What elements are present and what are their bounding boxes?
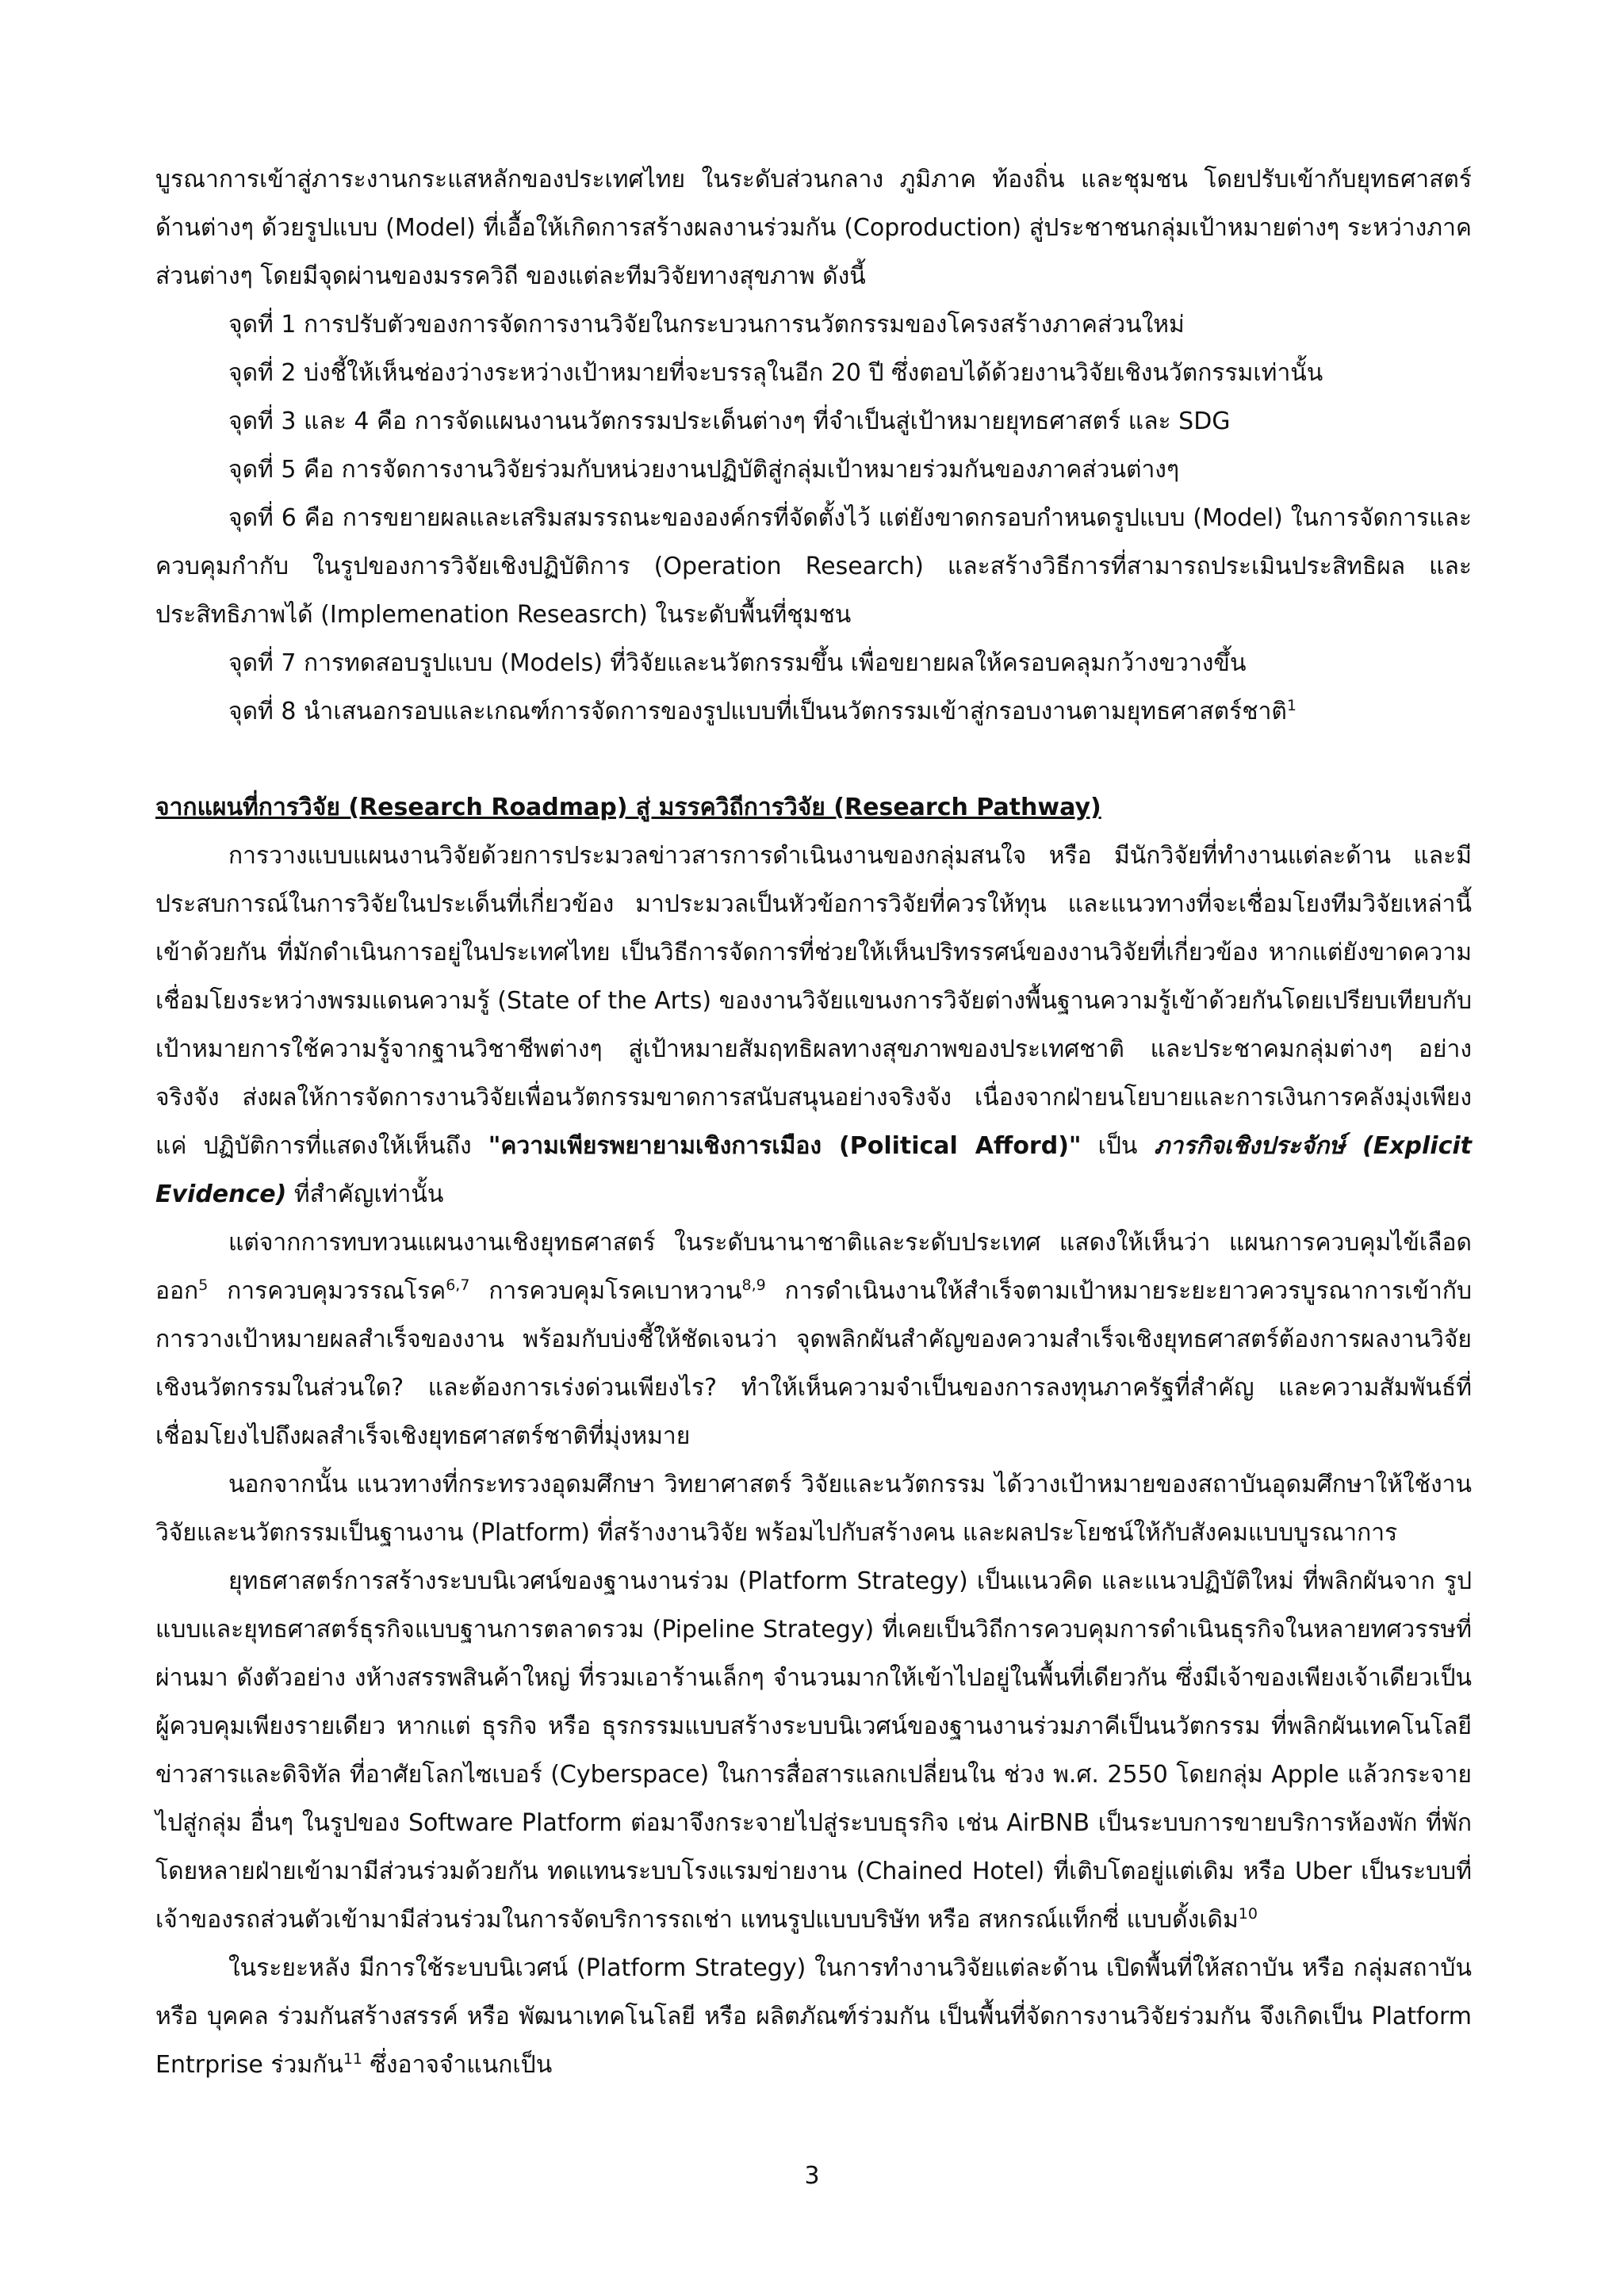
paragraph-strategy-review	[155, 1219, 1472, 1460]
paragraph-end: ซึ่งอาจจำแนกเป็น	[362, 2051, 553, 2079]
paragraph-platform-research	[155, 1944, 1472, 2089]
page-number: 3	[804, 2162, 820, 2190]
paragraph-research-planning	[155, 832, 1472, 1219]
paragraph-text: การดำเนินงานให้สำเร็จตามเป้าหมายระยะยาวควรบูรณาการเข้ากับการวางเป้าหมายผลสำเร็จของงาน พร้อมกับบ่งชี้ให้ชัดเจนว่า จุดพลิกผันสำคัญของความสำเร็จเชิงยุทธศาสตร์ต้องการผลงานวิจัยเชิงนวัตกรรมในส่วนใด? และต้องการเร่งด่วนเพียงไร? ทำให้เห็นความจำเป็นของการลงทุนภาครัฐที่สำคัญ และความสัมพันธ์ที่เชื่อมโยงไปถึงผลสำเร็จเชิงยุทธศาสตร์ชาติที่มุ่งหมาย	[155, 1277, 1472, 1450]
paragraph-ministry: นอกจากนั้น แนวทางที่กระทรวงอุดมศึกษา วิทยาศาสตร์ วิจัยและนวัตกรรม ได้วางเป้าหมายของสถาบันอุดมศึกษาให้ใช้งานวิจัยและนวัตกรรมเป็นฐานงาน (Platform) ที่สร้างงานวิจัย พร้อมไปกับสร้างคน และผลประโยชน์ให้กับสังคมแบบบูรณาการ	[155, 1471, 1472, 1547]
document-body	[155, 155, 1472, 2089]
point-7: จุดที่ 7 การทดสอบรูปแบบ (Models) ที่วิจัยและนวัตกรรมขึ้น เพื่อขยายผลให้ครอบคลุมกว้างขวางขึ้น	[228, 649, 1247, 677]
paragraph-text: การควบคุมโรคเบาหวาน	[469, 1277, 742, 1305]
explicit-evidence-phrase: ภารกิจเชิงประจักษ์ (Explicit Evidence)	[155, 1132, 1472, 1208]
point-8	[155, 687, 1472, 736]
point-6: จุดที่ 6 คือ การขยายผลและเสริมสมรรถนะขององค์กรที่จัดตั้งไว้ แต่ยังขาดกรอบกำหนดรูปแบบ (Model) ในการจัดการและควบคุมกำกับ ในรูปของการวิจัยเชิงปฏิบัติการ (Operation Research) และสร้างวิธีการที่สามารถประเมินประสิทธิผล และประสิทธิภาพได้ (Implemenation Reseasrch) ในระดับพื้นที่ชุมชน	[155, 504, 1472, 629]
point-8-text: จุดที่ 8 นำเสนอกรอบและเกณฑ์การจัดการของรูปแบบที่เป็นนวัตกรรมเข้าสู่กรอบงานตามยุทธศาสตร์ชาติ	[228, 698, 1287, 725]
paragraph-text: ในระยะหลัง มีการใช้ระบบนิเวศน์ (Platform Strategy) ในการทำงานวิจัยแต่ละด้าน เปิดพื้นที่ให้สถาบัน หรือ กลุ่มสถาบัน หรือ บุคคล ร่วมกันสร้างสรรค์ หรือ พัฒนาเทคโนโลยี หรือ ผลิตภัณฑ์ร่วมกัน เป็นพื้นที่จัดการงานวิจัยร่วมกัน จึงเกิดเป็น Platform Entrprise ร่วมกัน	[155, 1954, 1472, 2079]
paragraph-text: แต่จากการทบทวนแผนงานเชิงยุทธศาสตร์ ในระดับนานาชาติและระดับประเทศ แสดงให้เห็นว่า แผนการควบคุมไข้เลือดออก	[155, 1229, 1472, 1305]
footnote-ref-10: 10	[1238, 1905, 1258, 1923]
footnote-ref-5: 5	[198, 1276, 209, 1294]
point-3-4: จุดที่ 3 และ 4 คือ การจัดแผนงานนวัตกรรมประเด็นต่างๆ ที่จำเป็นสู่เป้าหมายยุทธศาสตร์ และ SDG	[228, 408, 1231, 435]
paragraph-text: ยุทธศาสตร์การสร้างระบบนิเวศน์ของฐานงานร่วม (Platform Strategy) เป็นแนวคิด และแนวปฏิบัติใหม่ ที่พลิกผันจาก รูปแบบและยุทธศาสตร์ธุรกิจแบบฐานการตลาดรวม (Pipeline Strategy) ที่เคยเป็นวิถีการควบคุมการดำเนินธุรกิจในหลายทศวรรษที่ผ่านมา ดังตัวอย่าง งห้างสรรพสินค้าใหญ่ ที่รวมเอาร้านเล็กๆ จำนวนมากให้เข้าไปอยู่ในพื้นที่เดียวกัน ซึ่งมีเจ้าของเพียงเจ้าเดียวเป็นผู้ควบคุมเพียงรายเดียว หากแต่ ธุรกิจ หรือ ธุรกรรมแบบสร้างระบบนิเวศน์ของฐานงานร่วมภาคีเป็นนวัตกรรม ที่พลิกผันเทคโนโลยีข่าวสารและดิจิทัล ที่อาศัยโลกไซเบอร์ (Cyberspace) ในการสื่อสารแลกเปลี่ยนใน ช่วง พ.ศ. 2550 โดยกลุ่ม Apple แล้วกระจายไปสู่กลุ่ม อื่นๆ ในรูปของ Software Platform ต่อมาจึงกระจายไปสู่ระบบธุรกิจ เช่น AirBNB เป็นระบบการขายบริการห้องพัก ที่พัก โดยหลายฝ่ายเข้ามามีส่วนร่วมด้วยกัน ทดแทนระบบโรงแรมข่ายงาน (Chained Hotel) ที่เติบโตอยู่แต่เดิม หรือ Uber เป็นระบบที่เจ้าของรถส่วนตัวเข้ามามีส่วนร่วมในการจัดบริการรถเช่า แทนรูปแบบบริษัท หรือ สหกรณ์แท็กซี่ แบบดั้งเดิม	[155, 1567, 1472, 1934]
footnote-ref-1: 1	[1286, 697, 1297, 714]
intro-paragraph: บูรณาการเข้าสู่ภาระงานกระแสหลักของประเทศไทย ในระดับส่วนกลาง ภูมิภาค ท้องถิ่น และชุมชน โดยปรับเข้ากับยุทธศาสตร์ด้านต่างๆ ด้วยรูปแบบ (Model) ที่เอื้อให้เกิดการสร้างผลงานร่วมกัน (Coproduction) สู่ประชาชนกลุ่มเป้าหมายต่างๆ ระหว่างภาคส่วนต่างๆ โดยมีจุดผ่านของมรรควิถี ของแต่ละทีมวิจัยทางสุขภาพ ดังนี้	[155, 166, 1472, 290]
paragraph-text: การควบคุมวรรณโรค	[208, 1277, 446, 1305]
section-heading: จากแผนที่การวิจัย (Research Roadmap) สู่ มรรควิถีการวิจัย (Research Pathway)	[155, 794, 1101, 821]
point-1: จุดที่ 1 การปรับตัวของการจัดการงานวิจัยในกระบวนการนวัตกรรมของโครงสร้างภาคส่วนใหม่	[228, 311, 1185, 339]
footnote-ref-6-7: 6,7	[446, 1276, 470, 1294]
footnote-ref-11: 11	[343, 2050, 362, 2068]
paragraph-connector: เป็น	[1081, 1132, 1155, 1160]
paragraph-end: ที่สำคัญเท่านั้น	[286, 1181, 444, 1208]
footnote-ref-8-9: 8,9	[741, 1276, 766, 1294]
paragraph-text: การวางแบบแผนงานวิจัยด้วยการประมวลข่าวสารการดำเนินงานของกลุ่มสนใจ หรือ มีนักวิจัยที่ทำงานแต่ละด้าน และมีประสบการณ์ในการวิจัยในประเด็นที่เกี่ยวข้อง มาประมวลเป็นหัวข้อการวิจัยที่ควรให้ทุน และแนวทางที่จะเชื่อมโยงทีมวิจัยเหล่านี้เข้าด้วยกัน ที่มักดำเนินการอยู่ในประเทศไทย เป็นวิธีการจัดการที่ช่วยให้เห็นปริทรรศน์ของงานวิจัยที่เกี่ยวข้อง หากแต่ยังขาดความเชื่อมโยงระหว่างพรมแดนความรู้ (State of the Arts) ของงานวิจัยแขนงการวิจัยต่างพื้นฐานความรู้เข้าด้วยกันโดยเปรียบเทียบกับเป้าหมายการใช้ความรู้จากฐานวิชาชีพต่างๆ สู่เป้าหมายสัมฤทธิผลทางสุขภาพของประเทศชาติ และประชาคมกลุ่มต่างๆ อย่างจริงจัง ส่งผลให้การจัดการงานวิจัยเพื่อนวัตกรรมขาดการสนับสนุนอย่างจริงจัง เนื่องจากฝ่ายนโยบายและการเงินการคลังมุ่งเพียงแค่ ปฏิบัติการที่แสดงให้เห็นถึง	[155, 842, 1472, 1160]
paragraph-platform-strategy	[155, 1557, 1472, 1944]
point-5: จุดที่ 5 คือ การจัดการงานวิจัยร่วมกับหน่วยงานปฏิบัติสู่กลุ่มเป้าหมายร่วมกันของภาคส่วนต่างๆ	[228, 456, 1180, 484]
point-2: จุดที่ 2 บ่งชี้ให้เห็นช่องว่างระหว่างเป้าหมายที่จะบรรลุในอีก 20 ปี ซึ่งตอบได้ด้วยงานวิจัยเชิงนวัตกรรมเท่านั้น	[228, 359, 1323, 387]
political-afford-phrase: "ความเพียรพยายามเชิงการเมือง (Political Afford)"	[488, 1132, 1082, 1160]
